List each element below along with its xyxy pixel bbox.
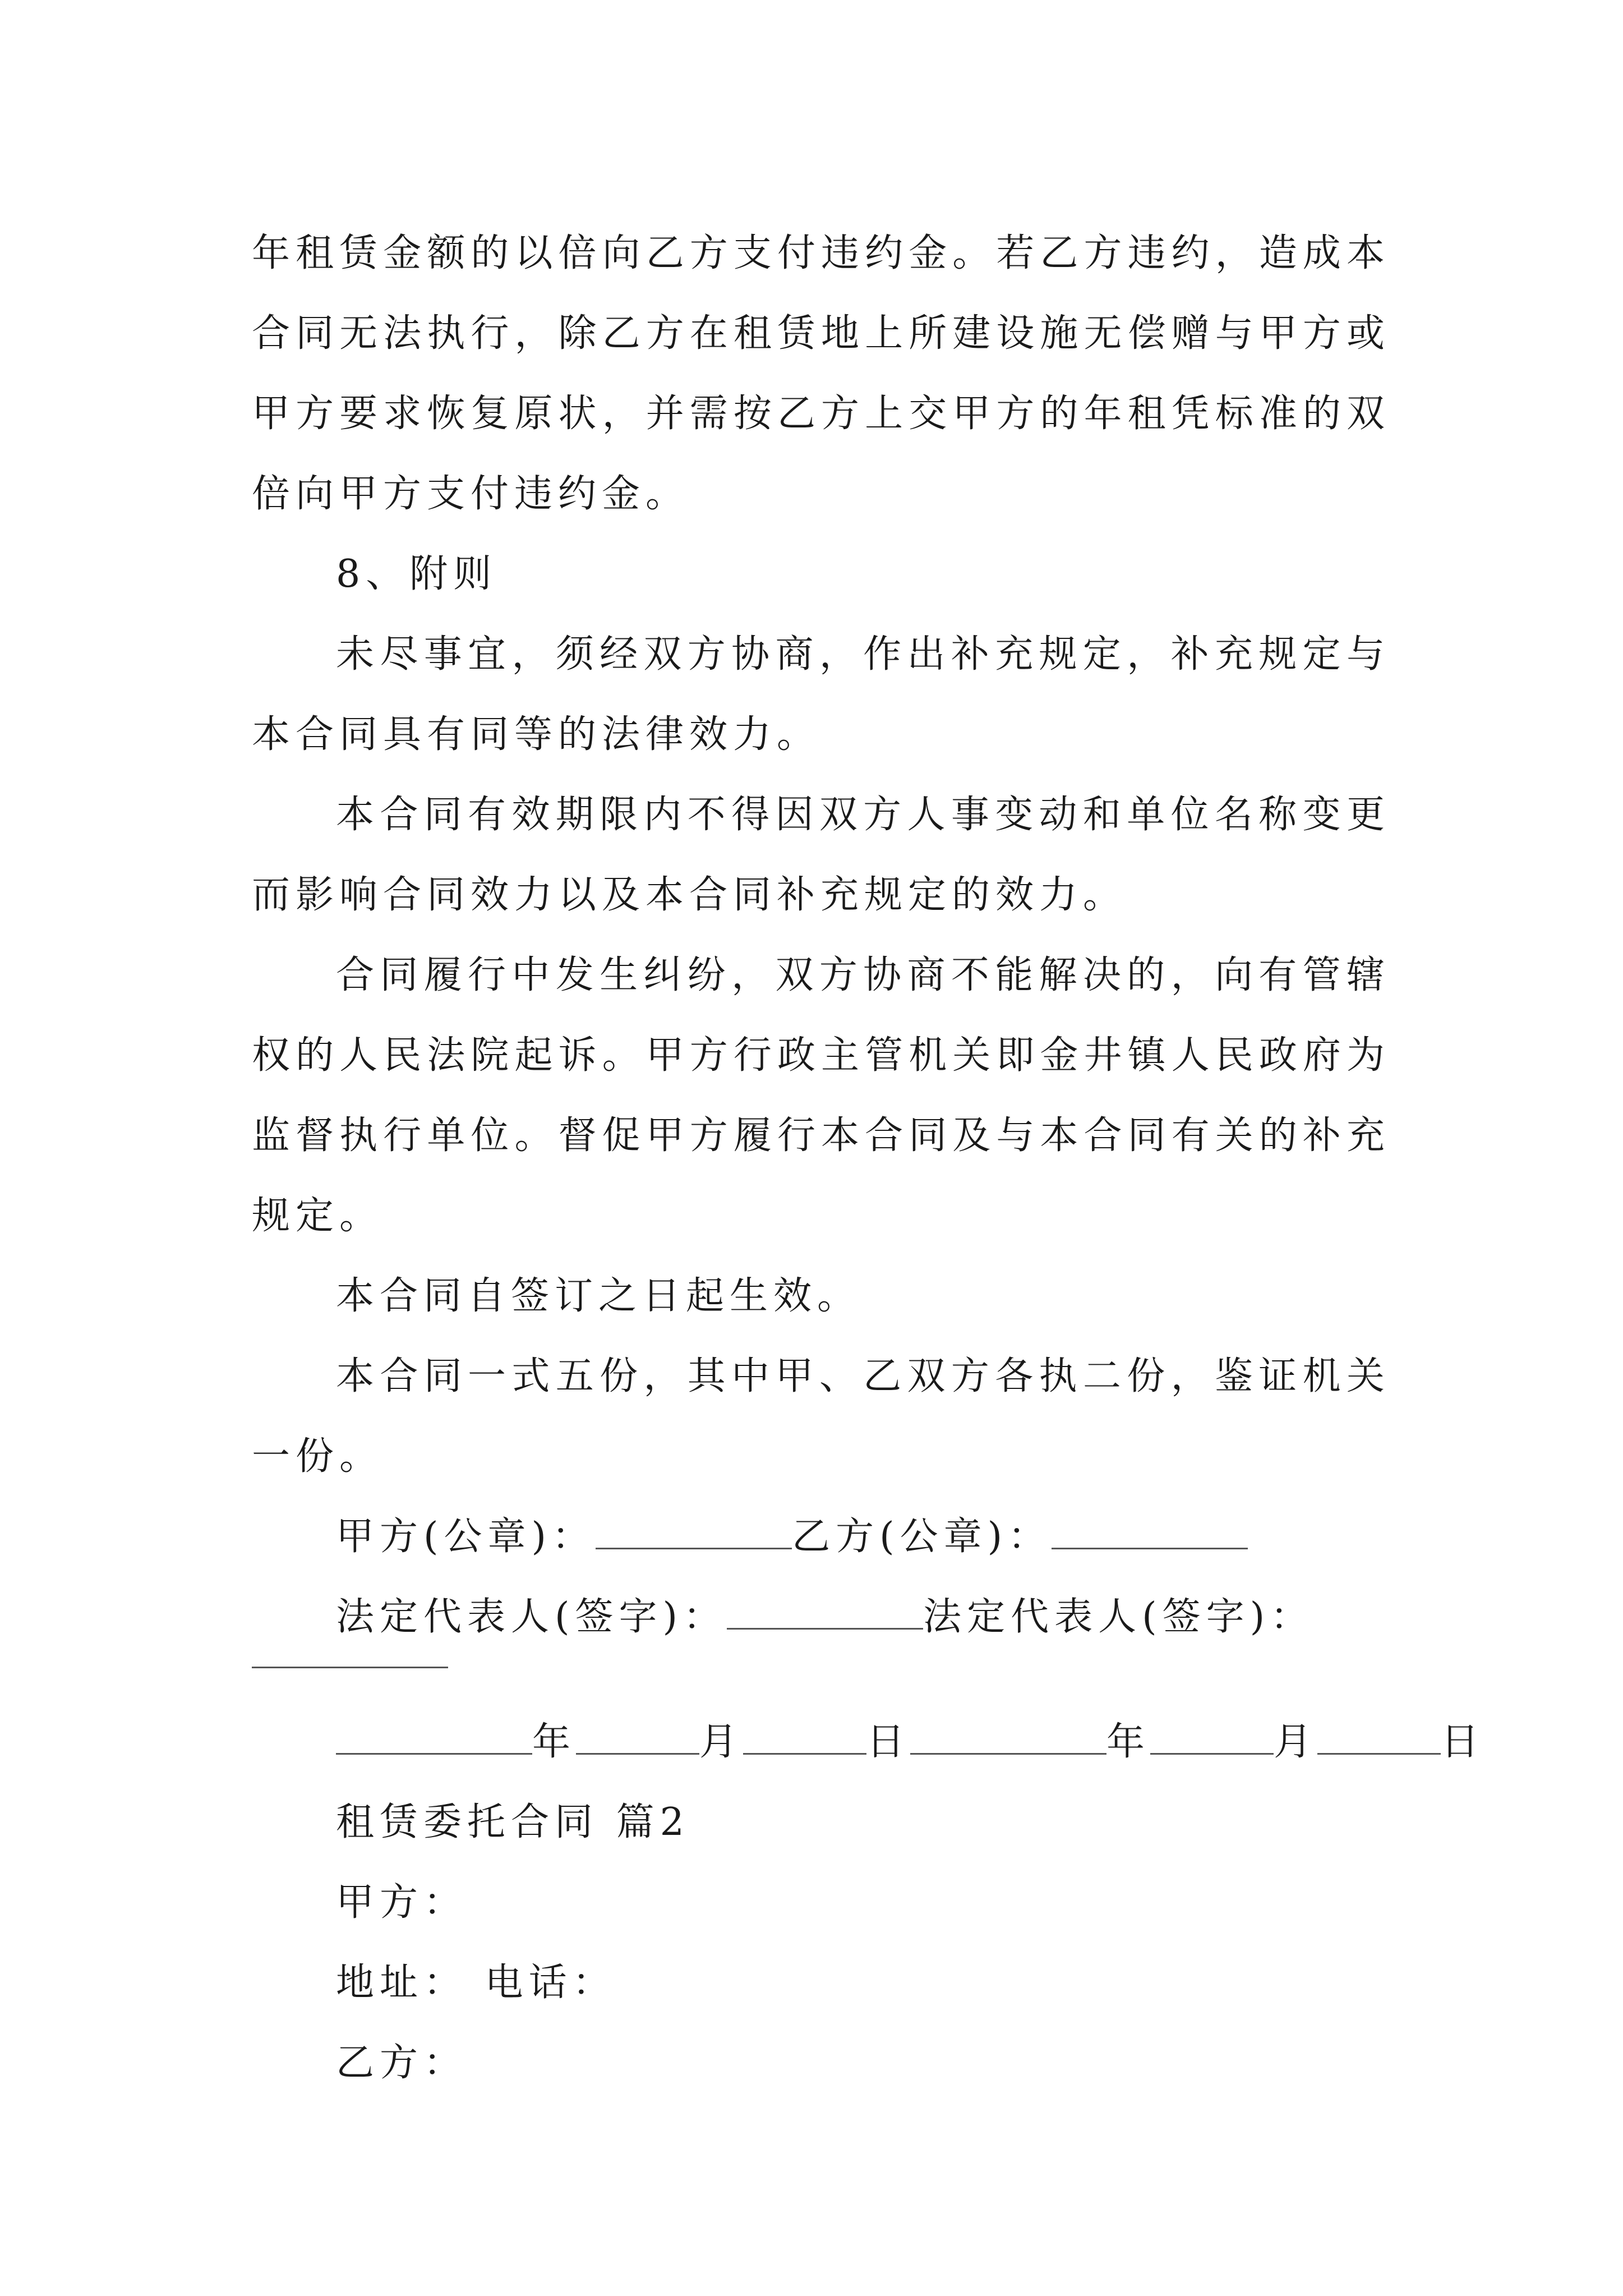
party-b-rep-blank — [252, 1666, 448, 1668]
month-b-label: 月 — [1274, 1720, 1318, 1764]
contract2-party-b: 乙方： — [336, 2041, 468, 2085]
contract2-phone-label: 电话： — [485, 1961, 616, 2005]
month-a-blank — [576, 1724, 699, 1755]
party-b-seal-blank — [1052, 1519, 1248, 1549]
party-b-seal-label: 乙方(公章)： — [792, 1515, 1052, 1559]
party-a-rep-blank — [727, 1599, 923, 1630]
document-page — [252, 213, 1485, 2103]
day-b-blank — [1317, 1724, 1441, 1755]
party-b-rep-label: 法定代表人(签字)： — [923, 1595, 1315, 1639]
contract2-contact-line — [252, 1943, 1390, 2023]
contract2-address-label: 地址： — [336, 1961, 468, 2005]
representative-line — [252, 1577, 1390, 1657]
paragraph-copies: 本合同一式五份，其中甲、乙双方各执二份，鉴证机关一份。 — [252, 1354, 1390, 1479]
day-b-label: 日 — [1441, 1720, 1485, 1764]
day-a-blank — [743, 1724, 866, 1755]
month-b-blank — [1150, 1724, 1274, 1755]
paragraph-disputes: 合同履行中发生纠纷，双方协商不能解决的，向有管辖权的人民法院起诉。甲方行政主管机关即金井镇人民政府为监督执行单位。督促甲方履行本合同及与本合同有关的补充规定。 — [252, 953, 1390, 1238]
paragraph-supplementary: 未尽事宜，须经双方协商，作出补充规定，补充规定与本合同具有同等的法律效力。 — [252, 632, 1390, 757]
year-b-label: 年 — [1106, 1720, 1151, 1764]
party-a-rep-label: 法定代表人(签字)： — [336, 1595, 727, 1639]
seal-line — [252, 1497, 1390, 1577]
paragraph-validity: 本合同有效期限内不得因双方人事变动和单位名称变更而影响合同效力以及本合同补充规定的效力。 — [252, 793, 1390, 917]
year-b-blank — [910, 1724, 1106, 1755]
year-a-label: 年 — [532, 1720, 577, 1764]
party-a-seal-blank — [596, 1519, 792, 1549]
paragraph-effective: 本合同自签订之日起生效。 — [336, 1274, 861, 1318]
contract2-title: 租赁委托合同 篇2 — [336, 1800, 690, 1844]
paragraph-penalty: 年租赁金额的以倍向乙方支付违约金。若乙方违约，造成本合同无法执行，除乙方在租赁地上所建设施无偿赠与甲方或甲方要求恢复原状，并需按乙方上交甲方的年租凭标准的双倍向甲方支付违约金。 — [252, 231, 1390, 516]
contract2-party-a: 甲方： — [336, 1880, 468, 1925]
year-a-blank — [336, 1724, 532, 1755]
section-heading-8: 8、附则 — [336, 552, 497, 596]
party-a-seal-label: 甲方(公章)： — [336, 1515, 596, 1559]
month-a-label: 月 — [699, 1720, 744, 1764]
day-a-label: 日 — [866, 1720, 911, 1764]
date-line — [252, 1702, 1485, 1782]
